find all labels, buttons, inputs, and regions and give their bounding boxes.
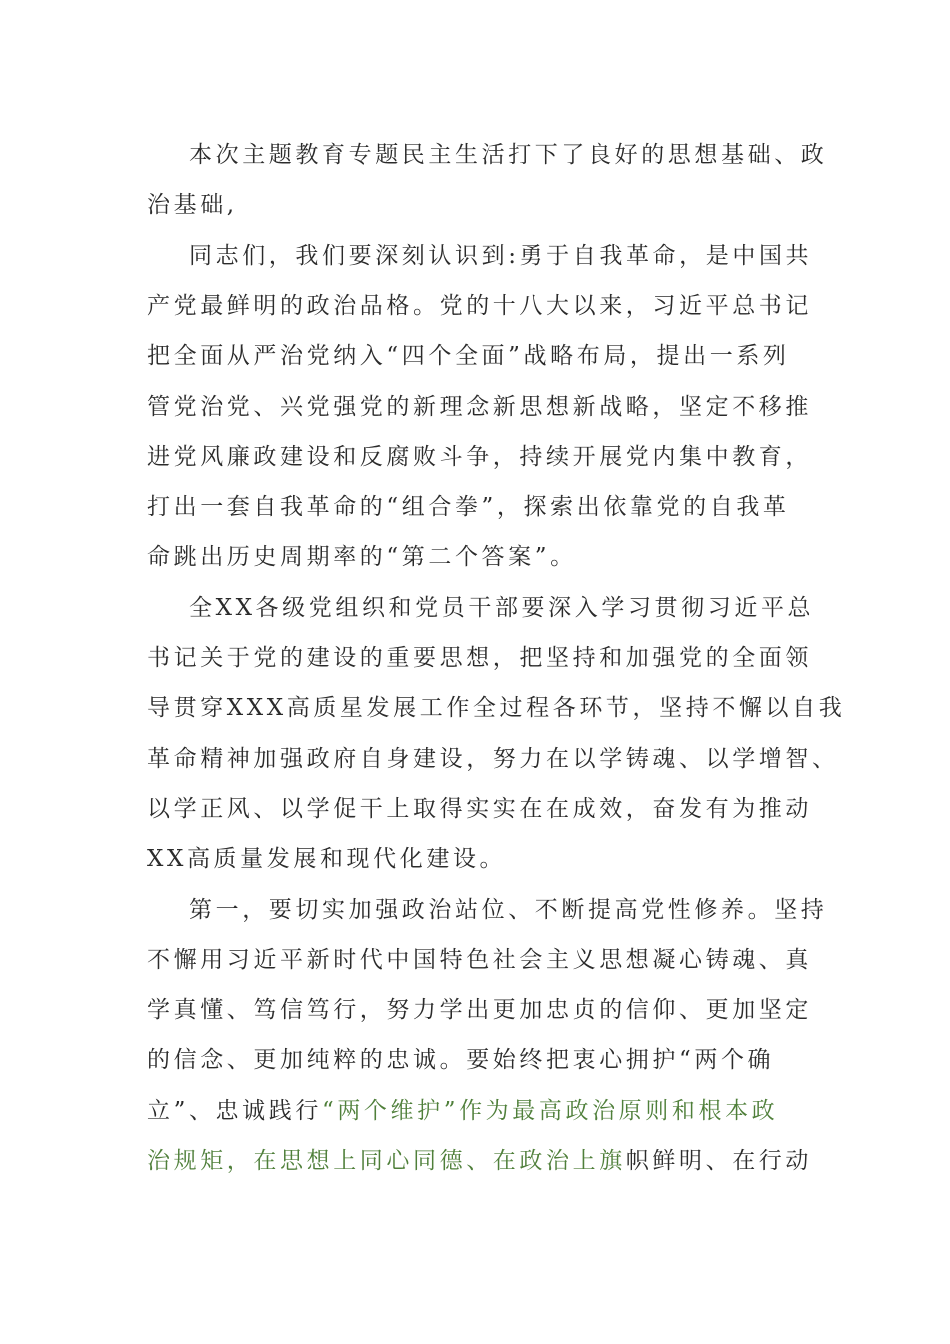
highlighted-text: “两个维护”作为最高政治原则和根本政: [321, 1098, 779, 1124]
text-line: XX高质量发展和现代化建设。: [147, 846, 507, 872]
text-line: 书记关于党的建设的重要思想，把坚持和加强党的全面领: [147, 645, 812, 671]
text-line: 导贯穿XXX高质星发展工作全过程各环节，坚持不懈以自我: [147, 695, 846, 721]
text-line: 本次主题教育专题民主生活打下了良好的思想基础、政: [189, 142, 828, 168]
text-line: 治基础,: [147, 192, 238, 218]
text-line: 进党风廉政建设和反腐败斗争，持续开展党内集中教育，: [147, 444, 812, 470]
text-line: 产党最鲜明的政治品格。党的十八大以来，习近平总书记: [147, 293, 812, 319]
text-line: 第一，要切实加强政治站位、不断提高党性修养。坚持: [189, 897, 828, 923]
text-line: 不懈用习近平新时代中国特色社会主义思想凝心铸魂、真: [147, 947, 812, 973]
text-line: 学真懂、笃信笃行，努力学出更加忠贞的信仰、更加坚定: [147, 997, 812, 1023]
text-line: 管党治党、兴党强党的新理念新思想新战略，坚定不移推: [147, 394, 812, 420]
text-line: [147, 1141, 812, 1181]
text-plain: 立”、忠诚践行: [147, 1098, 322, 1124]
text-line: 以学正风、以学促干上取得实实在在成效，奋发有为推动: [147, 796, 812, 822]
text-line: [147, 1091, 778, 1131]
text-line: 打出一套自我革命的“组合拳”，探索出依靠党的自我革: [147, 494, 790, 520]
text-line: 的信念、更加纯粹的忠诚。要始终把衷心拥护“两个确: [147, 1047, 775, 1073]
text-line: 全XX各级党组织和党员干部要深入学习贯彻习近平总: [189, 595, 815, 621]
text-line: 同志们，我们要深刻认识到:勇于自我革命，是中国共: [189, 243, 813, 269]
text-line: 命跳出历史周期率的“第二个答案”。: [147, 544, 577, 570]
text-line: 把全面从严治党纳入“四个全面”战略布局，提出一系列: [147, 343, 790, 369]
highlighted-text: 治规矩，在思想上同心同德、在政治上旗: [147, 1148, 626, 1174]
text-plain: 帜鲜明、在行动: [625, 1148, 813, 1174]
text-line: 革命精神加强政府自身建设，努力在以学铸魂、以学增智、: [147, 746, 839, 772]
